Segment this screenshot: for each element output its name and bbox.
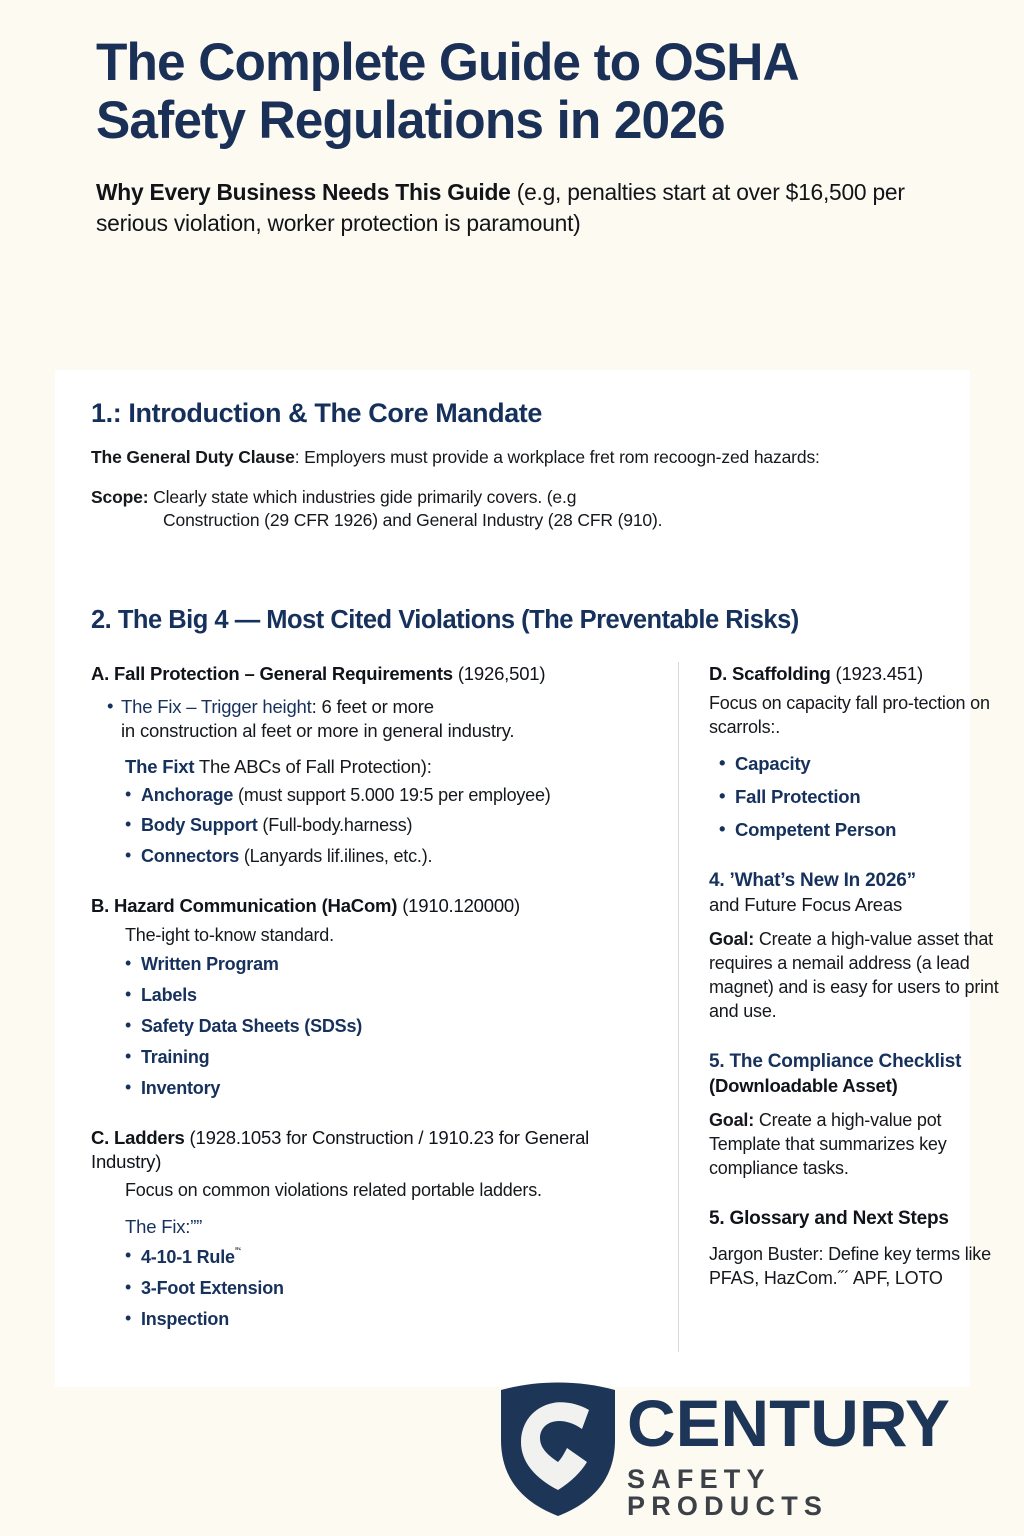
scope-text-line2: Construction (29 CFR 1926) and General Industry (28 CFR (910).: [163, 509, 663, 530]
list-item: • Competent Person: [719, 818, 1009, 842]
section-4-subheading: and Future Focus Areas: [709, 894, 903, 915]
logo-brand-name: CENTURY: [627, 1386, 950, 1460]
block-a-fix-label: The Fix – Trigger height: [121, 695, 312, 717]
block-c-note: Focus on common violations related portable ladders.: [125, 1180, 542, 1201]
block-b-title-code: (1910.120000): [397, 895, 520, 917]
spacer: [709, 851, 1009, 869]
spacer: [709, 1231, 1009, 1243]
block-b-note: The-ight to-know standard.: [125, 925, 334, 946]
block-a-title-bold: A. Fall Protection – General Requirements: [91, 663, 453, 684]
block-a-list: [91, 784, 641, 870]
list-item: • Capacity: [719, 752, 1009, 776]
block-a-item-2-bold: Connectors: [141, 846, 240, 867]
spacer: [709, 916, 1009, 928]
block-b-title: [91, 894, 641, 918]
spacer: [709, 1024, 1009, 1050]
block-b-item-1: Labels: [141, 985, 197, 1006]
logo-tagline: SAFETY PRODUCTS: [627, 1464, 829, 1521]
block-c-list: [91, 1245, 641, 1332]
block-a-abc-text: The ABCs of Fall Protection):: [194, 756, 432, 778]
section-5-checklist-heading-text: 5. The Compliance Checklist: [709, 1051, 962, 1073]
block-b-title-bold: B. Hazard Communication (HaCom): [91, 895, 398, 917]
block-b-item-0: Written Program: [141, 954, 279, 975]
two-column-body: [91, 662, 999, 1362]
block-b-item-2: Safety Data Sheets (SDSs): [141, 1016, 363, 1037]
section-4-goal-text: Create a high-value asset that requires a nemail address (a lead magnet) and is easy for users to print and use.: [709, 929, 999, 1022]
spacer: [91, 1108, 641, 1126]
section-5-glossary-body: Jargon Buster: Define key terms like PFAS, HazCom.˝ˊ APF, LOTO: [709, 1244, 991, 1288]
block-b-list: [91, 953, 641, 1101]
page-title: The Complete Guide to OSHA Safety Regulations in 2026: [96, 33, 797, 151]
block-d-list: [709, 752, 1009, 842]
block-d-title-code: (1923.451): [830, 663, 923, 684]
list-item: [125, 784, 641, 808]
list-item: [125, 1308, 641, 1332]
block-fall-protection: [91, 662, 641, 869]
block-a-item-0-bold: Anchorage: [141, 784, 234, 805]
block-c-fix-line: [125, 1215, 641, 1239]
block-c-item-2: Inspection: [141, 1308, 230, 1329]
column-divider: [678, 662, 679, 1352]
block-c-title: [91, 1126, 641, 1173]
section-4-goal: [709, 928, 1009, 1024]
section-5-checklist-subheading: (Downloadable Asset): [709, 1074, 898, 1096]
section-1-heading: 1.: Introduction & The Core Mandate: [91, 398, 543, 428]
left-column: [91, 662, 641, 1339]
subtitle-bold: Why Every Business Needs This Guide: [96, 178, 511, 205]
block-b-item-3: Training: [141, 1047, 210, 1068]
block-c-item-1: 3-Foot Extension: [141, 1277, 284, 1298]
section-4-heading: [709, 869, 1009, 916]
section-4-heading-text: 4. ’What’s New In 2026”: [709, 870, 916, 892]
scope-text: Clearly state which industries gide primarily covers. (e.g: [148, 486, 577, 507]
list-item: [125, 953, 641, 977]
block-ladders: [91, 1126, 641, 1332]
shield-icon: [497, 1378, 619, 1518]
block-a-item-0-rest: (must support 5.000 19:5 per employee): [233, 784, 551, 805]
scope-paragraph: [91, 486, 936, 532]
spacer: [91, 876, 641, 894]
list-item: [125, 1046, 641, 1070]
block-a-fixt-label: The Fixt: [125, 756, 195, 778]
block-d-body: Focus on capacity fall pro-tection on scarrols:.: [709, 693, 990, 737]
list-item: [125, 1277, 641, 1301]
block-c-fix-label: The Fix:: [125, 1215, 191, 1237]
section-5-checklist-goal-label: Goal:: [709, 1110, 755, 1131]
list-item: [125, 845, 641, 869]
block-a-trigger-value: : 6 feet or more: [311, 695, 434, 717]
block-c-item-0-marks: ˮ‘: [234, 1244, 242, 1259]
block-a-item-1-bold: Body Support: [141, 815, 258, 836]
general-duty-clause-text: : Employers must provide a workplace fret rom recoogn-zed hazards:: [294, 447, 820, 467]
right-column: [709, 662, 1009, 1291]
block-d-title: [709, 662, 1009, 686]
subtitle-rest: (e.g, penalties start at over $16,500 per serious violation, worker protection is paramount): [96, 178, 905, 236]
block-a-abc-line: [125, 755, 641, 779]
list-item: [125, 1245, 641, 1270]
block-a-trigger-bullet: [107, 695, 641, 744]
block-a-item-2-rest: (Lanyards lif.ilines, etc.).: [239, 846, 433, 867]
brand-logo: [497, 1378, 967, 1521]
block-a-trigger-line2: in construction al feet or more in general industry.: [121, 720, 515, 742]
section-5-checklist-goal: [709, 1109, 1009, 1181]
general-duty-clause-label: The General Duty Clause: [91, 447, 295, 467]
block-b-item-4: Inventory: [141, 1078, 221, 1099]
list-item: [125, 814, 641, 838]
section-5-checklist-goal-text: Create a high-value pot Template that summarizes key compliance tasks.: [709, 1110, 947, 1179]
block-c-title-code: (1928.1053 for Construction / 1910.23 for General Industry): [91, 1127, 590, 1172]
block-a-title: [91, 662, 641, 686]
section-1: [91, 398, 936, 531]
spacer: [709, 1181, 1009, 1207]
block-c-item-0: 4-10-1 Rule: [141, 1246, 235, 1267]
subtitle: [96, 177, 922, 239]
block-c-fix-marks: ””: [190, 1215, 203, 1237]
list-item: [125, 984, 641, 1008]
content-panel: [55, 370, 999, 1387]
section-4-goal-label: Goal:: [709, 929, 755, 950]
section-5-checklist-heading: [709, 1050, 1009, 1097]
spacer: [709, 1097, 1009, 1109]
header: [96, 34, 948, 239]
general-duty-clause-paragraph: [91, 446, 936, 469]
block-d-title-bold: D. Scaffolding: [709, 663, 831, 684]
list-item: [125, 1015, 641, 1039]
block-c-title-bold: C. Ladders: [91, 1127, 185, 1149]
list-item: [125, 1077, 641, 1101]
logo-text: [627, 1386, 967, 1521]
section-2-heading: 2. The Big 4 — Most Cited Violations (The Preventable Risks): [91, 606, 799, 634]
block-a-item-1-rest: (Full-body.harness): [257, 815, 413, 836]
section-5-glossary-heading: 5. Glossary and Next Steps: [709, 1208, 949, 1230]
list-item: • Fall Protection: [719, 785, 1009, 809]
block-hazard-communication: [91, 894, 641, 1101]
block-a-title-code: (1926,501): [452, 663, 546, 684]
scope-label: Scope:: [91, 486, 149, 507]
